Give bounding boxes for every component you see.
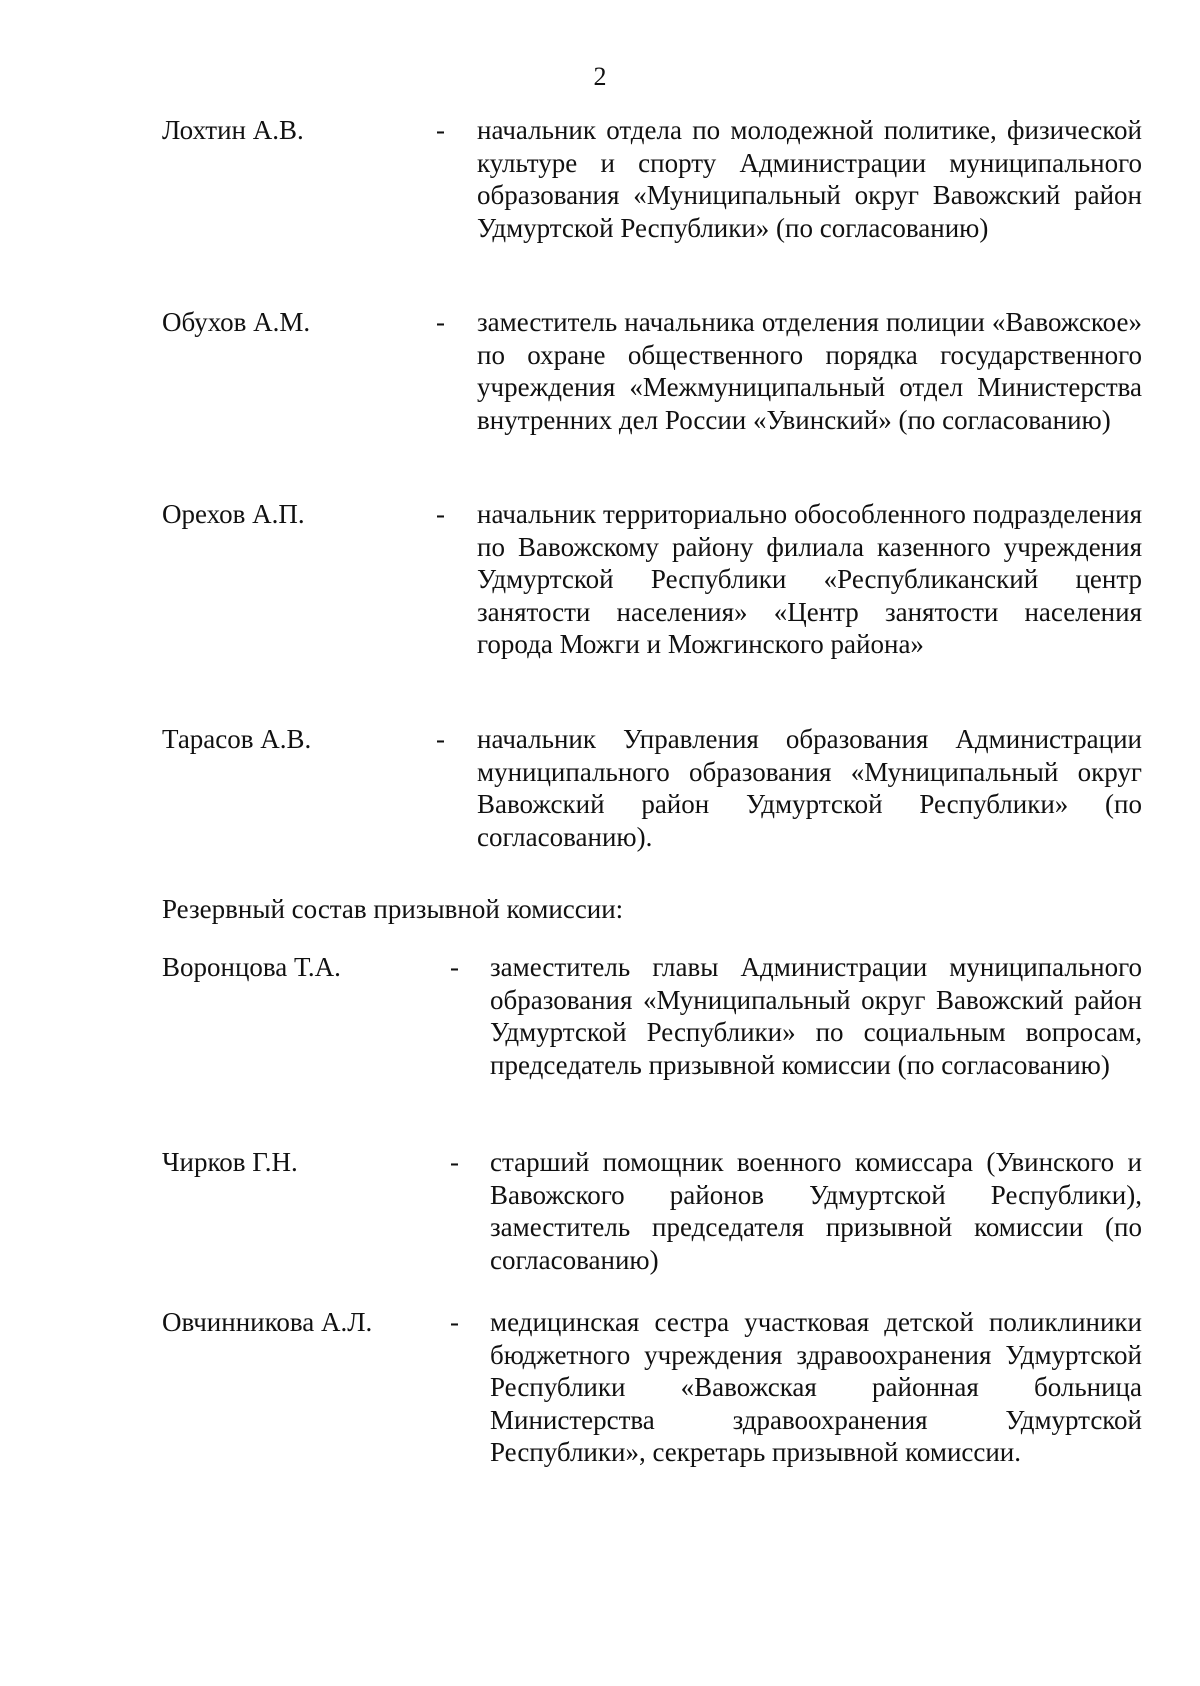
member-name: Воронцова Т.А. (162, 952, 341, 982)
member-name: Обухов А.М. (162, 307, 311, 337)
member-description: старший помощник военного комиссара (Увинского и Вавожского районов Удмуртской Республики), заместитель председателя призывной комиссии (по согласованию) (490, 1147, 1142, 1275)
member-name: Чирков Г.Н. (162, 1147, 298, 1177)
member-description: начальник территориально обособленного подразделения по Вавожскому району филиала казенного учреждения Удмуртской Республики «Республиканский центр занятости населения» «Центр занятости населения города Можги и Можгинского района» (477, 499, 1142, 659)
member-dash: - (436, 724, 445, 754)
member-description: заместитель главы Администрации муниципального образования «Муниципальный округ Вавожский район Удмуртской Республики» по социальным вопросам, председатель призывной комиссии (по согласованию) (490, 952, 1142, 1080)
member-name: Овчинникова А.Л. (162, 1307, 373, 1337)
member-name: Тарасов А.В. (162, 724, 312, 754)
page-number: 2 (593, 62, 607, 91)
member-description: заместитель начальника отделения полиции «Вавожское» по охране общественного порядка государственного учреждения «Межмуниципальный отдел Министерства внутренних дел России «Увинский» (по согласованию) (477, 307, 1142, 435)
member-name: Орехов А.П. (162, 499, 305, 529)
member-description: начальник отдела по молодежной политике, физической культуре и спорту Администрации муниципального образования «Муниципальный округ Вавожский район Удмуртской Республики» (по согласованию) (477, 115, 1142, 243)
member-dash: - (450, 1147, 459, 1177)
member-description: медицинская сестра участковая детской поликлиники бюджетного учреждения здравоохранения Удмуртской Республики «Вавожская районная больница Министерства здравоохранения Удмуртской Республики», секретарь призывной комиссии. (490, 1307, 1142, 1467)
member-dash: - (450, 1307, 459, 1337)
member-dash: - (436, 115, 445, 145)
member-dash: - (436, 499, 445, 529)
member-name: Лохтин А.В. (162, 115, 304, 145)
member-dash: - (436, 307, 445, 337)
member-description: начальник Управления образования Администрации муниципального образования «Муниципальный округ Вавожский район Удмуртской Республики» (по согласованию). (477, 724, 1142, 852)
member-dash: - (450, 952, 459, 982)
reserve-heading: Резервный состав призывной комиссии: (162, 894, 624, 924)
